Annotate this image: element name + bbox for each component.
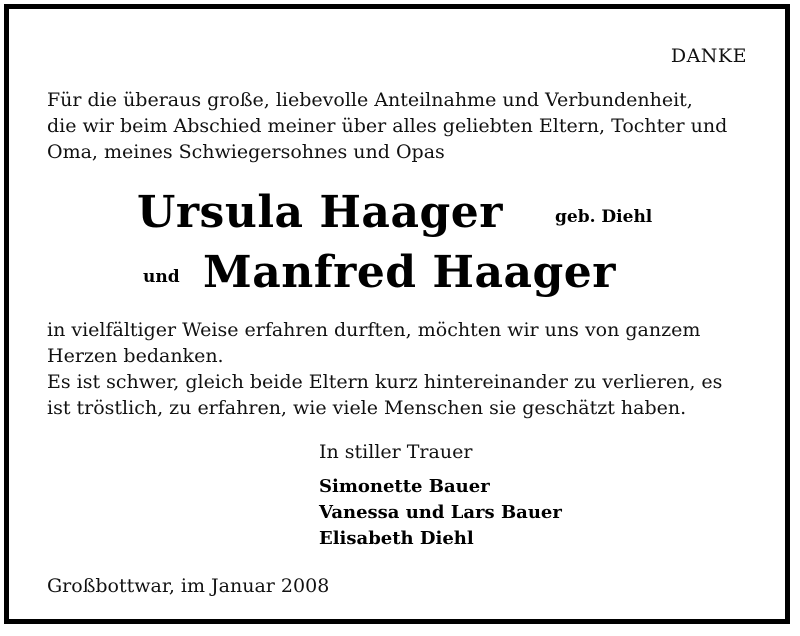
body-line: Herzen bedanken. <box>47 345 224 367</box>
signer-name: Vanessa und Lars Bauer <box>319 502 562 523</box>
body-line: Es ist schwer, gleich beide Eltern kurz hintereinander zu verlieren, es <box>47 371 723 393</box>
body-line: in vielfältiger Weise erfahren durften, möchten wir uns von ganzem <box>47 319 701 341</box>
deceased-name-first: Ursula Haager <box>137 187 503 238</box>
mourning-phrase: In stiller Trauer <box>319 441 473 463</box>
signers-list <box>319 474 562 552</box>
notice-frame <box>4 4 790 624</box>
maiden-name-note: geb. Diehl <box>555 207 653 227</box>
body-line: ist tröstlich, zu erfahren, wie viele Menschen sie geschätzt haben. <box>47 397 687 419</box>
intro-paragraph <box>47 87 757 165</box>
intro-line: die wir beim Abschied meiner über alles geliebten Eltern, Tochter und <box>47 115 728 137</box>
intro-line: Für die überaus große, liebevolle Anteilnahme und Verbundenheit, <box>47 89 693 111</box>
notice-heading: DANKE <box>670 45 747 67</box>
name-connector: und <box>143 267 180 287</box>
deceased-name-second: Manfred Haager <box>203 247 616 298</box>
signer-name: Simonette Bauer <box>319 476 490 497</box>
signer-name: Elisabeth Diehl <box>319 528 474 549</box>
intro-line: Oma, meines Schwiegersohnes und Opas <box>47 141 445 163</box>
place-date: Großbottwar, im Januar 2008 <box>47 575 330 597</box>
thanks-paragraph <box>47 317 757 421</box>
